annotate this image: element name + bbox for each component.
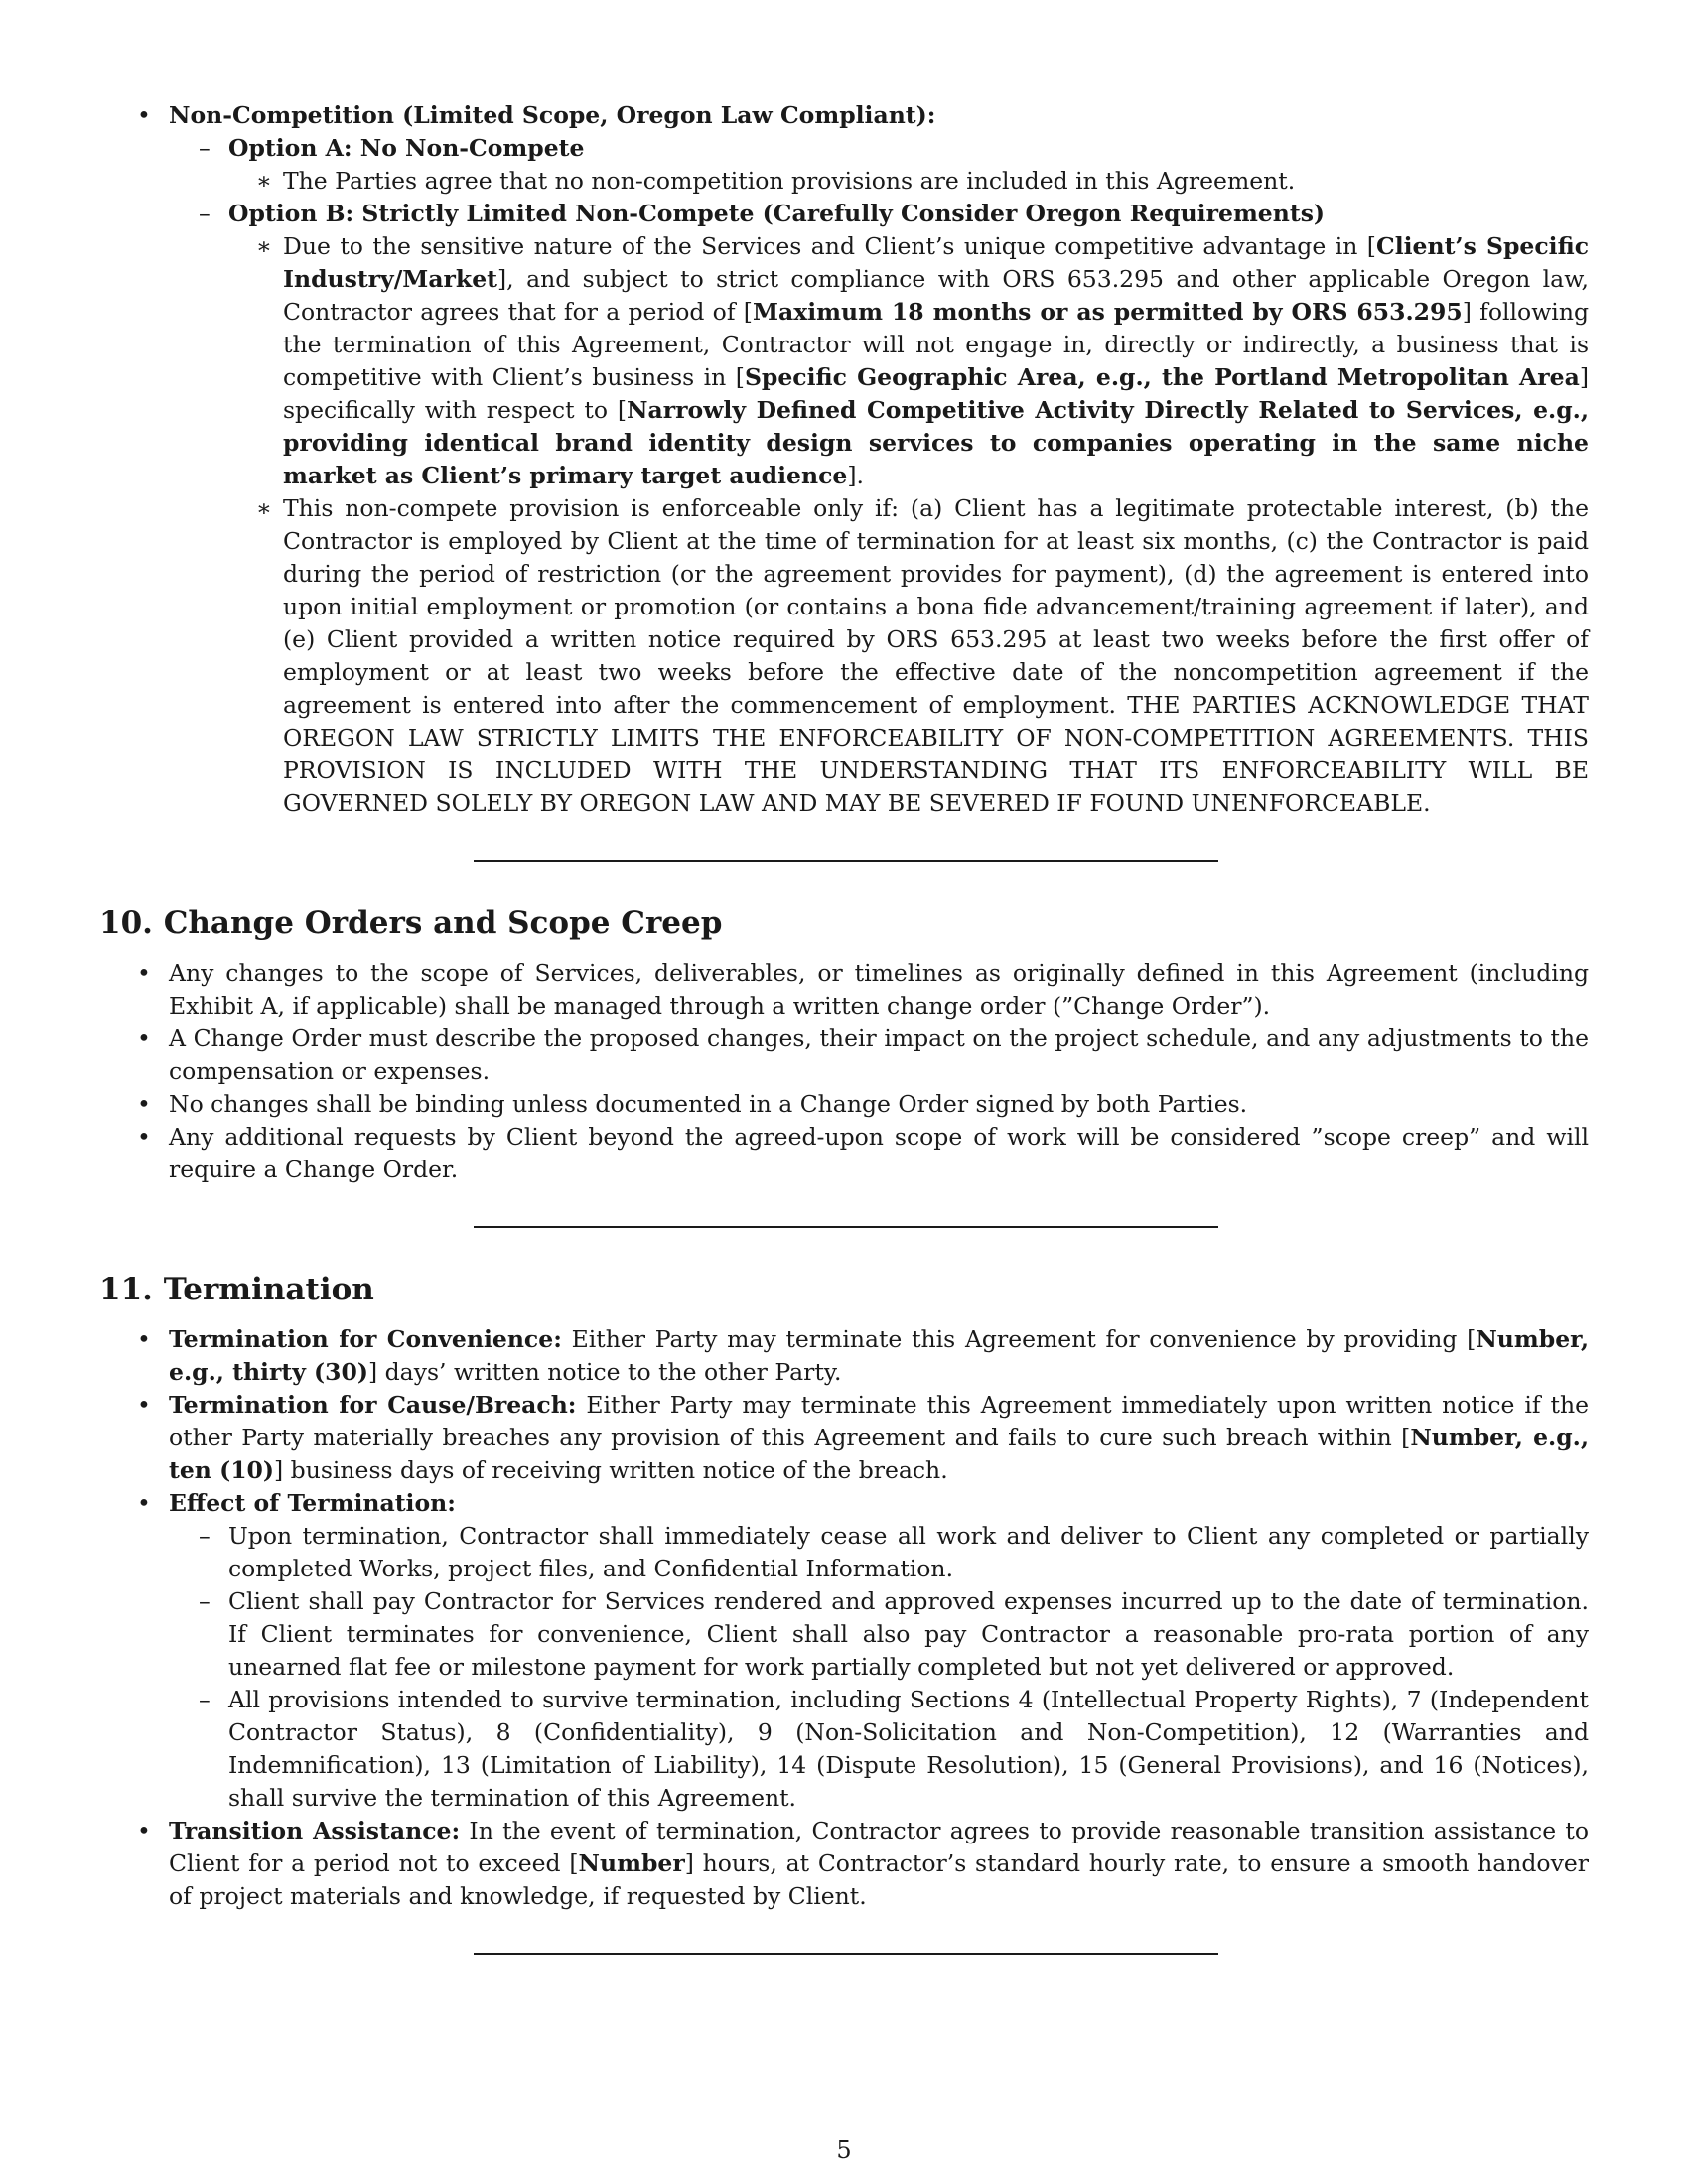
option-a <box>169 132 1589 198</box>
section-divider <box>474 1226 1218 1228</box>
option-b <box>169 198 1589 820</box>
text-run: ]. <box>847 462 864 489</box>
item-label: Termination for Cause/Breach: <box>169 1391 577 1419</box>
option-b-paragraph-2: ∗ This non-compete provision is enforceable only if: (a) Client has a legitimate protectable interest, (b) the Contractor is employed by Client at the time of termination for at least six months, (c) the Contractor is paid during the period of restriction (or the agreement provides for payment), (d) the agreement is entered into upon initial employment or promotion (or contains a bona fide advancement/training agreement if later), and (e) Client provided a written notice required by ORS 653.295 at least two weeks before the first offer of employment or at least two weeks before the effective date of the noncompetition agreement if the agreement is entered into after the commencement of employment. THE PARTIES ACKNOWLEDGE THAT OREGON LAW STRICTLY LIMITS THE ENFORCEABILITY OF NON-COMPETITION AGREEMENTS. THIS PROVISION IS INCLUDED WITH THE UNDERSTANDING THAT ITS ENFORCEABILITY WILL BE GOVERNED SOLELY BY OREGON LAW AND MAY BE SEVERED IF FOUND UNENFORCEABLE. <box>228 492 1589 820</box>
text-run: ] business days of receiving written notice of the breach. <box>274 1456 948 1484</box>
effect-list <box>169 1520 1589 1815</box>
option-a-list <box>228 165 1589 198</box>
placeholder-activity: Narrowly Defined Competitive Activity Directly Related to Services, e.g., providing identical brand identity design services to companies operating in the same niche market as Client’s primary target audience <box>283 396 1590 489</box>
page-content <box>99 99 1589 1955</box>
text-run: In the event of termination, Contractor agrees to provide reasonable transition assistance to Client for a period not to exceed [ <box>169 1817 1590 1877</box>
text-run: Either Party may terminate this Agreement for convenience by providing [ <box>561 1325 1477 1353</box>
item-label: Transition Assistance: <box>169 1817 461 1844</box>
option-a-text: ∗ The Parties agree that no non-competition provisions are included in this Agreement. <box>228 165 1589 198</box>
noncompete-options <box>169 132 1589 820</box>
section-11-heading: 11. Termination <box>99 1272 374 1307</box>
list-item: • Any changes to the scope of Services, deliverables, or timelines as originally defined in this Agreement (including Exhibit A, if applicable) shall be managed through a written change order (”Change Order”). <box>99 957 1589 1023</box>
termination-cause <box>99 1389 1589 1487</box>
section-11-list <box>99 1323 1589 1913</box>
text-run: ], and subject to strict compliance with ORS 653.295 and other applicable Oregon law, Contractor agrees that for a period of [ <box>283 265 1589 326</box>
termination-effect <box>99 1487 1589 1815</box>
text-run: ] days’ written notice to the other Party. <box>368 1358 842 1386</box>
noncompete-heading: Non-Competition (Limited Scope, Oregon Law Compliant): <box>169 101 936 129</box>
section-divider <box>474 1953 1218 1955</box>
text-run: ] specifically with respect to [ <box>283 363 1590 424</box>
text-run: Either Party may terminate this Agreement immediately upon written notice if the other Party materially breaches any provision of this Agreement and fails to cure such breach within [ <box>169 1391 1589 1451</box>
list-item: • A Change Order must describe the proposed changes, their impact on the project schedule, and any adjustments to the compensation or expenses. <box>99 1023 1589 1088</box>
list-item: – All provisions intended to survive termination, including Sections 4 (Intellectual Property Rights), 7 (Independent Contractor Status), 8 (Confidentiality), 9 (Non-Solicitation and Non-Competition), 12 (Warranties and Indemnification), 13 (Limitation of Liability), 14 (Dispute Resolution), 15 (General Provisions), and 16 (Notices), shall survive the termination of this Agreement. <box>169 1684 1589 1815</box>
item-label: Effect of Termination: <box>169 1489 456 1517</box>
placeholder-notice-days: Number, e.g., thirty (30) <box>169 1325 1589 1386</box>
text-run: Due to the sensitive nature of the Services and Client’s unique competitive advantage in [ <box>283 232 1376 260</box>
list-item: – Upon termination, Contractor shall immediately cease all work and deliver to Client any completed or partially completed Works, project files, and Confidential Information. <box>169 1520 1589 1585</box>
placeholder-industry: Client’s Specific Industry/Market <box>283 232 1589 293</box>
list-item: • No changes shall be binding unless documented in a Change Order signed by both Parties. <box>99 1088 1589 1121</box>
option-b-paragraph-1 <box>228 230 1589 492</box>
noncompete-list <box>99 99 1589 820</box>
placeholder-hours: Number <box>578 1849 685 1877</box>
option-b-list <box>228 230 1589 820</box>
section-divider <box>474 860 1218 862</box>
option-b-title: Option B: Strictly Limited Non-Compete (Carefully Consider Oregon Requirements) <box>228 200 1326 227</box>
text-run: ] following the termination of this Agreement, Contractor will not engage in, directly or indirectly, a business that is competitive with Client’s business in [ <box>283 298 1589 391</box>
section-10-heading: 10. Change Orders and Scope Creep <box>99 905 723 941</box>
option-a-title: Option A: No Non-Compete <box>228 134 585 162</box>
list-item: – Client shall pay Contractor for Services rendered and approved expenses incurred up to the date of termination. If Client terminates for convenience, Client shall also pay Contractor a reasonable pro-rata portion of any unearned flat fee or milestone payment for work partially completed but not yet delivered or approved. <box>169 1585 1589 1684</box>
transition-assistance <box>99 1815 1589 1913</box>
list-item: • Any additional requests by Client beyond the agreed-upon scope of work will be considered ”scope creep” and will require a Change Order. <box>99 1121 1589 1186</box>
item-label: Termination for Convenience: <box>169 1325 562 1353</box>
termination-convenience <box>99 1323 1589 1389</box>
placeholder-cure-days: Number, e.g., ten (10) <box>169 1424 1590 1484</box>
placeholder-period: Maximum 18 months or as permitted by ORS 653.295 <box>752 298 1463 326</box>
placeholder-geography: Specific Geographic Area, e.g., the Portland Metropolitan Area <box>744 363 1580 391</box>
section-10-list <box>99 957 1589 1186</box>
noncompete-item <box>99 99 1589 820</box>
text-run: ] hours, at Contractor’s standard hourly rate, to ensure a smooth handover of project materials and knowledge, if requested by Client. <box>169 1849 1589 1910</box>
page-number: 5 <box>836 2136 852 2164</box>
